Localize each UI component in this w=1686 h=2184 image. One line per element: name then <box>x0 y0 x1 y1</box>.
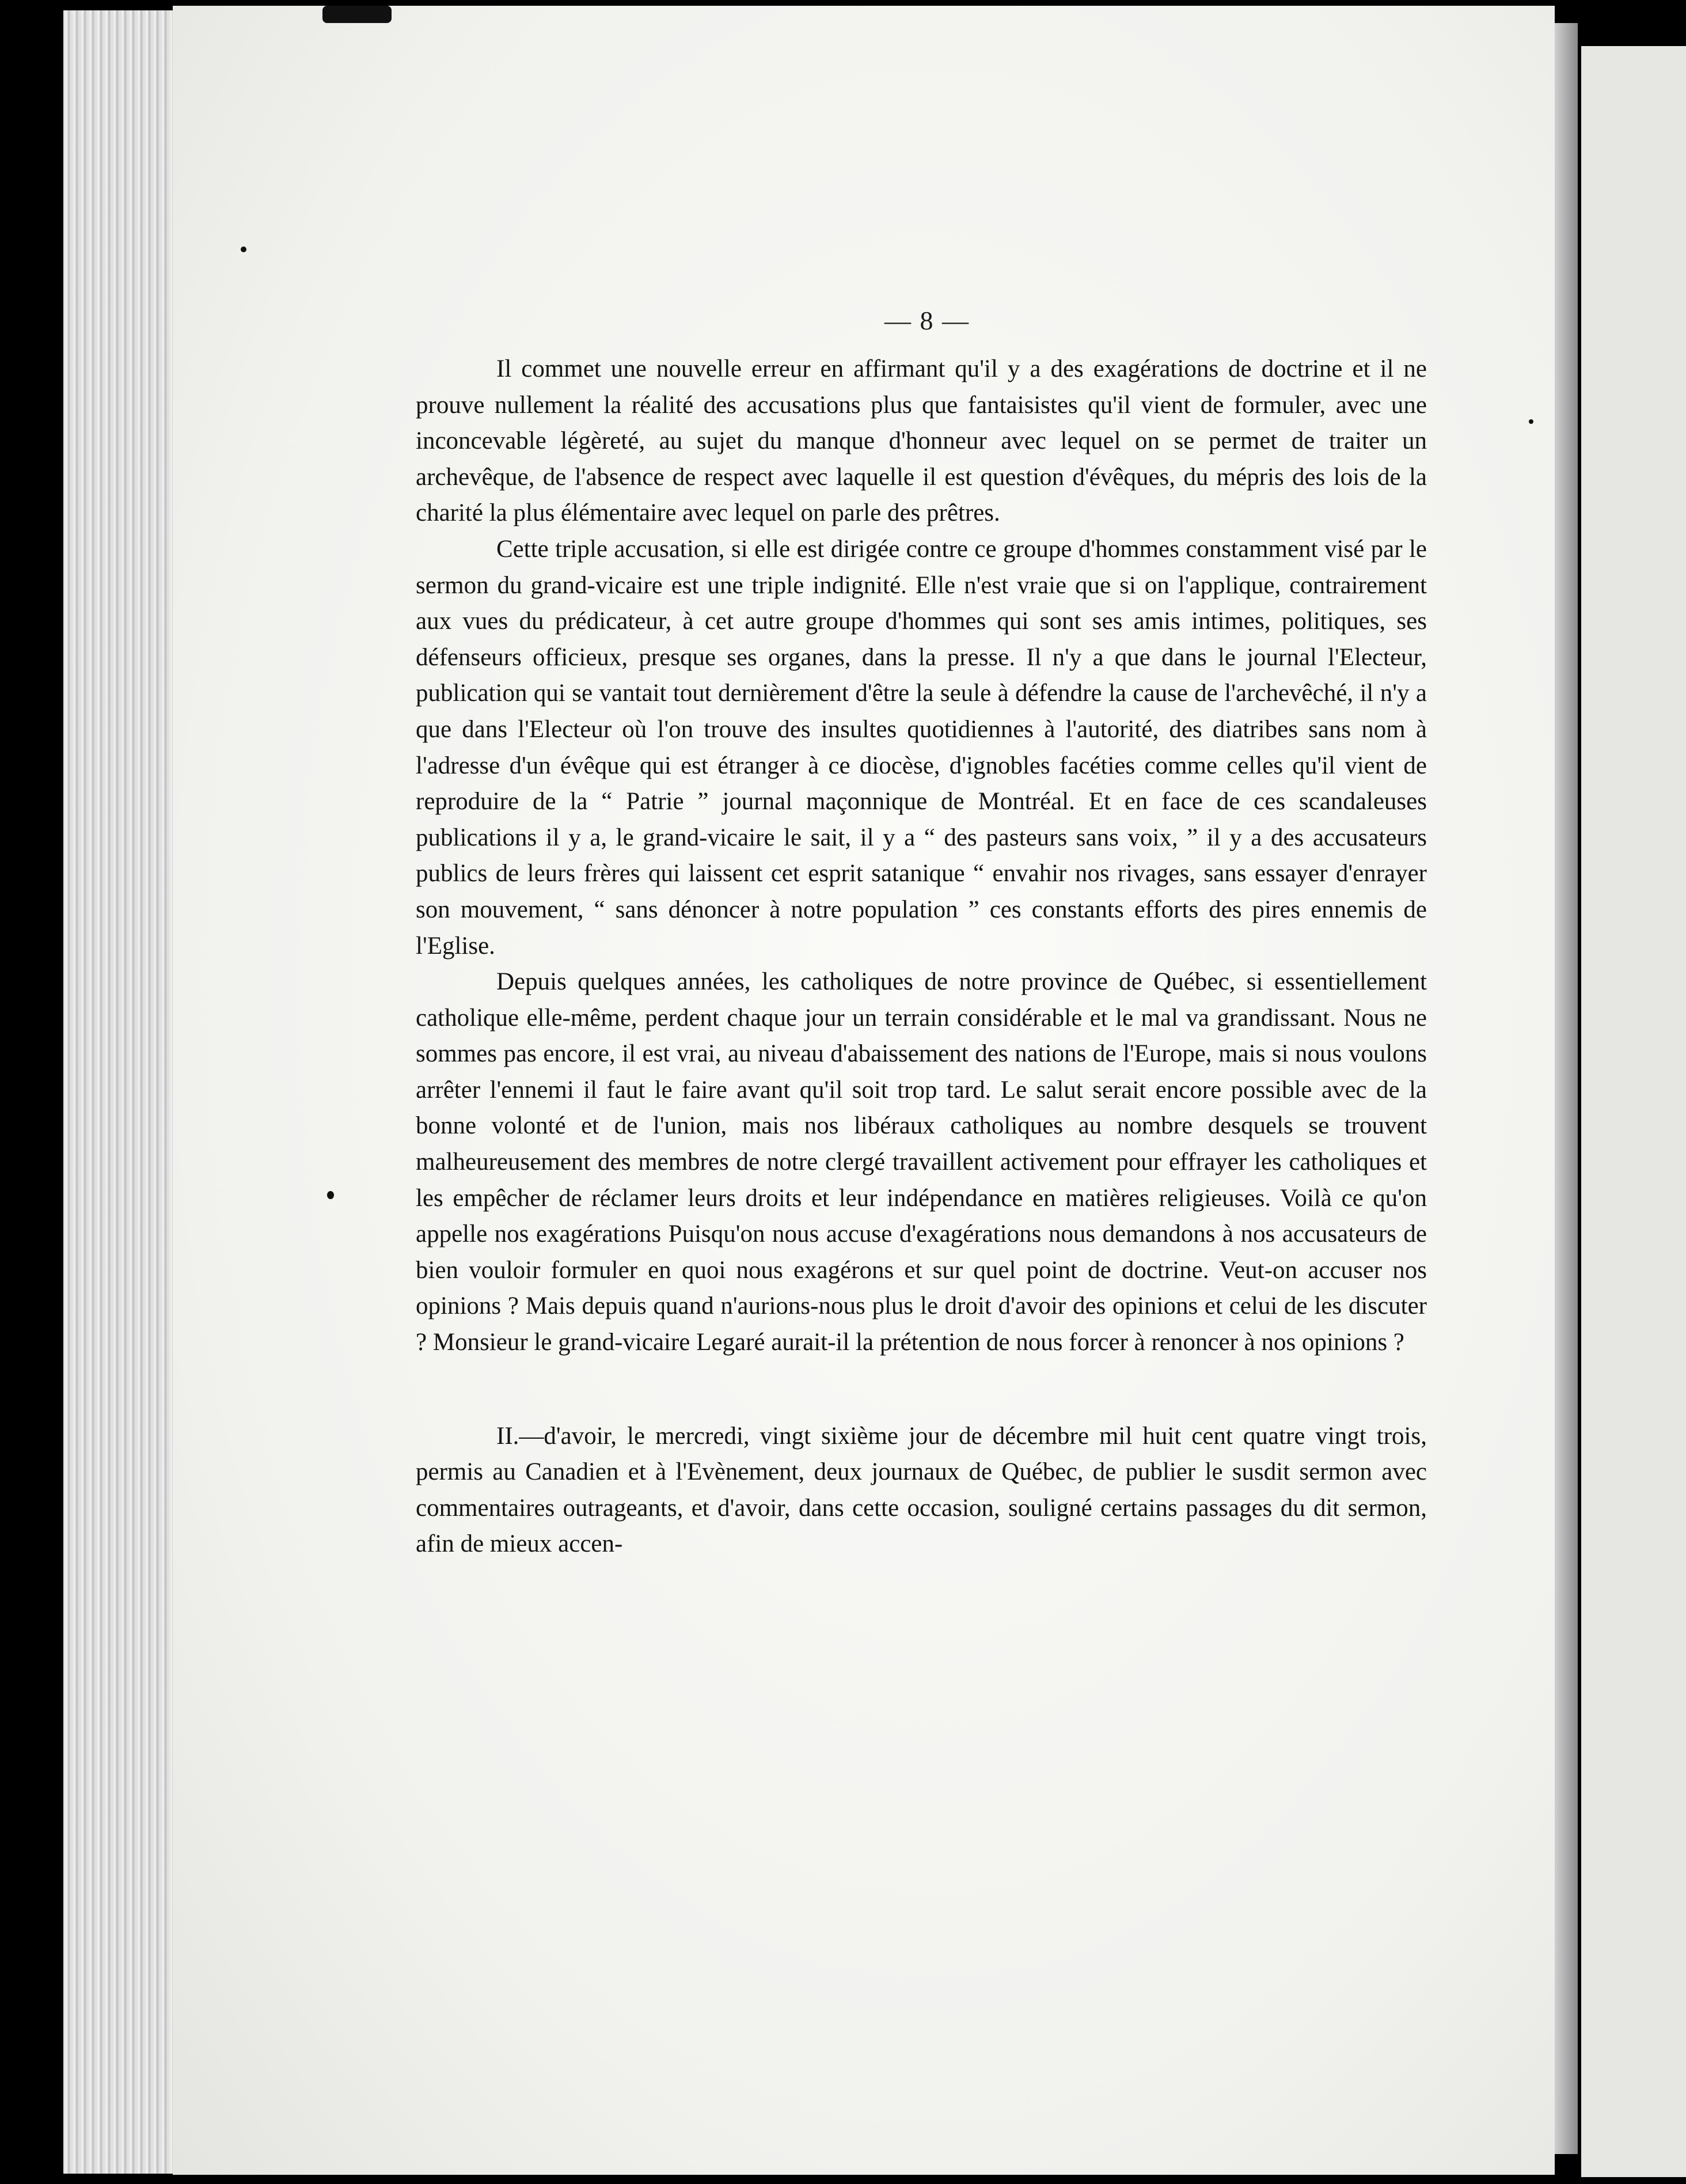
page-number: — 8 — <box>884 306 970 335</box>
paragraph-2: Cette triple accusation, si elle est dirigée contre ce groupe d'hommes constamment visé par le sermon du grand-vicaire est une triple indignité. Elle n'est vraie que si on l'applique, contrairement aux vues du prédicateur, à cet autre groupe d'hommes qui sont ses amis intimes, politiques, ses défenseurs officieux, presque ses organes, dans la presse. Il n'y a que dans le journal l'Electeur, publication qui se vantait tout dernièrement d'être la seule à défendre la cause de l'archevêché, il n'y a que dans l'Electeur où l'on trouve des insultes quotidiennes à l'autorité, des diatribes sans nom à l'adresse d'un évêque qui est étranger à ce diocèse, d'ignobles facéties comme celles qu'il vient de reproduire de la “ Patrie ” journal maçonnique de Montréal. Et en face de ces scandaleuses publications il y a, le grand-vicaire le sait, il y a “ des pasteurs sans voix, ” il y a des accusateurs publics de leurs frères qui laissent cet esprit satanique “ envahir nos rivages, sans essayer d'enrayer son mouvement, “ sans dénoncer à notre population ” ces constants efforts des pires ennemis de l'Eglise. <box>416 535 1427 960</box>
facing-page-edge <box>1581 46 1686 2177</box>
paragraph-4: II.—d'avoir, le mercredi, vingt sixième jour de décembre mil huit cent quatre vingt trois, permis au Canadien et à l'Evènement, deux journaux de Québec, de publier le susdit sermon avec commentaires outrageants, et d'avoir, dans cette occasion, souligné certains passages du dit sermon, afin de mieux accen- <box>416 1422 1427 1558</box>
scan-speck <box>322 6 392 23</box>
paragraph-3: Depuis quelques années, les catholiques de notre province de Québec, si essentiellement catholique elle-même, perdent chaque jour un terrain considérable et le mal va grandissant. Nous ne sommes pas encore, il est vrai, au niveau d'abaissement des nations de l'Europe, mais si nous voulons arrêter l'ennemi il faut le faire avant qu'il soit trop tard. Le salut serait encore possible avec de la bonne volonté et de l'union, mais nos libéraux catholiques au nombre desquels se trouvent malheureusement des membres de notre clergé travaillent activement pour effrayer les catholiques et les empêcher de réclamer leurs droits et leur indépendance en matières religieuses. Voilà ce qu'on appelle nos exagérations Puisqu'on nous accuse d'exagérations nous demandons à nos accusateurs de bien vouloir formuler en quoi nous exagérons et sur quel point de doctrine. Veut-on accuser nos opinions ? Mais depuis quand n'aurions-nous plus le droit d'avoir des opinions et celui de les discuter ? Monsieur le grand-vicaire Legaré aurait-il la prétention de nous forcer à renoncer à nos opinions ? <box>416 968 1427 1356</box>
scan-speck <box>241 247 246 252</box>
book-page-edges <box>63 10 179 2174</box>
book-gutter <box>1555 23 1578 2154</box>
body-text <box>416 351 1427 1563</box>
scan-speck <box>327 1191 334 1199</box>
scan-speck <box>1529 419 1533 424</box>
paragraph-1: Il commet une nouvelle erreur en affirmant qu'il y a des exagérations de doctrine et il ne prouve nullement la réalité des accusations plus que fantaisistes qu'il vient de formuler, avec une inconcevable légèreté, au sujet du manque d'honneur avec lequel on se permet de traiter un archevêque, de l'absence de respect avec laquelle il est question d'évêques, du mépris des lois de la charité la plus élémentaire avec lequel on parle des prêtres. <box>416 355 1427 527</box>
